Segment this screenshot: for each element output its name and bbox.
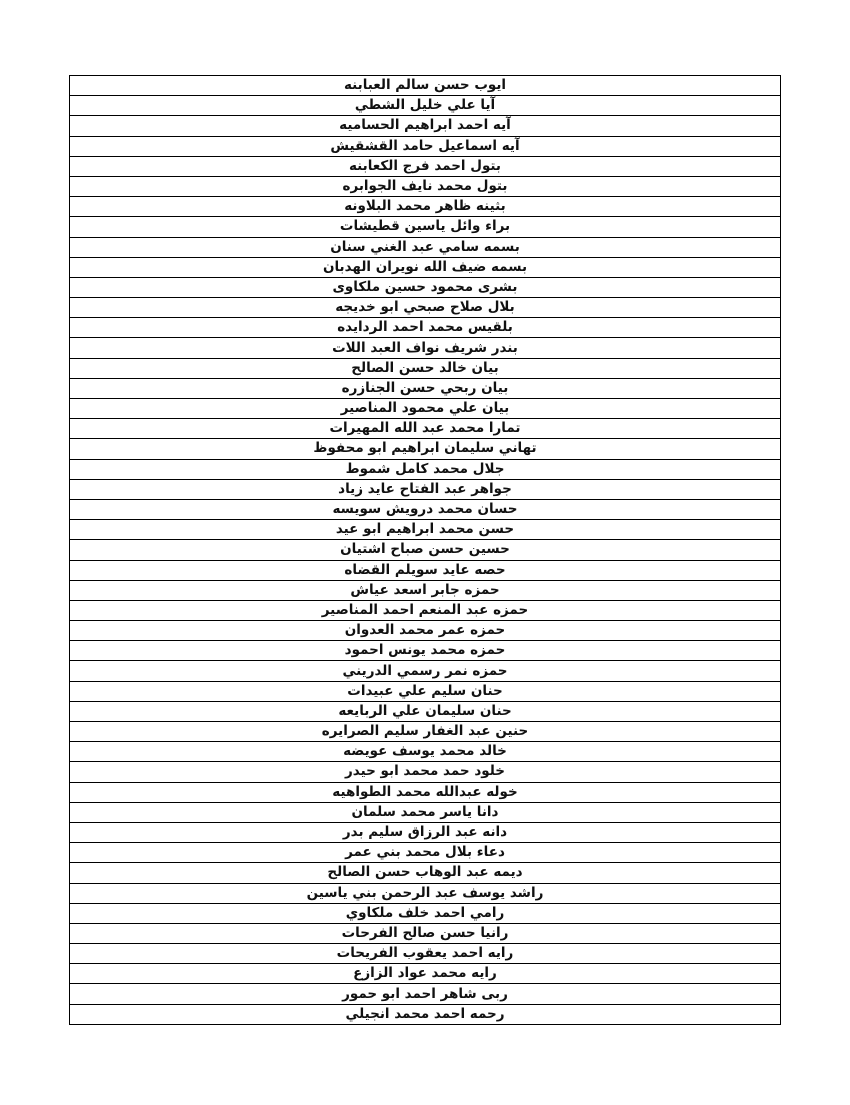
table-row xyxy=(70,661,781,681)
table-row xyxy=(70,540,781,560)
name-cell: دانه عبد الرزاق سليم بدر xyxy=(70,822,781,842)
name-cell: حسن محمد ابراهيم ابو عيد xyxy=(70,520,781,540)
table-row xyxy=(70,903,781,923)
table-row xyxy=(70,358,781,378)
table-row xyxy=(70,399,781,419)
table-row xyxy=(70,277,781,297)
name-cell: جلال محمد كامل شموط xyxy=(70,459,781,479)
name-cell: حصه عايد سويلم القضاه xyxy=(70,560,781,580)
table-row xyxy=(70,984,781,1004)
name-cell: حمزه جابر اسعد عياش xyxy=(70,580,781,600)
table-row xyxy=(70,237,781,257)
name-cell: بتول احمد فرج الكعابنه xyxy=(70,156,781,176)
name-cell: بتول محمد نايف الجوابره xyxy=(70,176,781,196)
table-row xyxy=(70,923,781,943)
table-row xyxy=(70,843,781,863)
table-row xyxy=(70,802,781,822)
name-cell: حنان سليمان علي الربايعه xyxy=(70,701,781,721)
name-cell: بندر شريف نواف العبد اللات xyxy=(70,338,781,358)
name-cell: راشد يوسف عبد الرحمن بني ياسين xyxy=(70,883,781,903)
name-cell: بيان علي محمود المناصير xyxy=(70,399,781,419)
name-cell: حنان سليم علي عبيدات xyxy=(70,681,781,701)
name-cell: بسمه سامي عبد الغني سنان xyxy=(70,237,781,257)
name-cell: دعاء بلال محمد بني عمر xyxy=(70,843,781,863)
table-row xyxy=(70,176,781,196)
table-row xyxy=(70,701,781,721)
name-cell: ايوب حسن سالم العبابنه xyxy=(70,76,781,96)
name-cell: بلال صلاح صبحي ابو خديجه xyxy=(70,298,781,318)
table-row xyxy=(70,520,781,540)
table-row xyxy=(70,96,781,116)
table-row xyxy=(70,883,781,903)
name-cell: حسان محمد درويش سويسه xyxy=(70,499,781,519)
name-cell: دانا ياسر محمد سلمان xyxy=(70,802,781,822)
name-cell: جواهر عبد الفتاح عايد زياد xyxy=(70,479,781,499)
name-cell: بيان خالد حسن الصالح xyxy=(70,358,781,378)
name-cell: رانيا حسن صالح الفرحات xyxy=(70,923,781,943)
table-row xyxy=(70,964,781,984)
name-cell: حمزه نمر رسمي الدريني xyxy=(70,661,781,681)
name-cell: بشرى محمود حسين ملكاوى xyxy=(70,277,781,297)
name-cell: آيه اسماعيل حامد القشقيش xyxy=(70,136,781,156)
table-row xyxy=(70,459,781,479)
name-cell: بثينه ظاهر محمد البلاونه xyxy=(70,197,781,217)
table-row xyxy=(70,419,781,439)
table-row xyxy=(70,621,781,641)
name-cell: خلود حمد محمد ابو حيدر xyxy=(70,762,781,782)
table-row xyxy=(70,560,781,580)
name-cell: خوله عبدالله محمد الطواهيه xyxy=(70,782,781,802)
table-row xyxy=(70,217,781,237)
table-row xyxy=(70,722,781,742)
table-row xyxy=(70,257,781,277)
name-cell: رحمه احمد محمد انجيلي xyxy=(70,1004,781,1024)
name-cell: بلقيس محمد احمد الردايده xyxy=(70,318,781,338)
name-cell: بيان ربحي حسن الجنازره xyxy=(70,378,781,398)
table-row xyxy=(70,641,781,661)
name-cell: بسمه ضيف الله نويران الهدبان xyxy=(70,257,781,277)
table-row xyxy=(70,298,781,318)
name-cell: تهاني سليمان ابراهيم ابو محفوظ xyxy=(70,439,781,459)
table-row xyxy=(70,156,781,176)
name-cell: رامي احمد خلف ملكاوي xyxy=(70,903,781,923)
name-cell: رايه احمد يعقوب الفريحات xyxy=(70,944,781,964)
table-row xyxy=(70,1004,781,1024)
name-cell: آيا علي خليل الشطي xyxy=(70,96,781,116)
name-cell: حمزه عبد المنعم احمد المناصير xyxy=(70,600,781,620)
table-row xyxy=(70,479,781,499)
name-cell: براء وائل ياسين قطيشات xyxy=(70,217,781,237)
name-cell: حسين حسن صباح اشتيان xyxy=(70,540,781,560)
table-row xyxy=(70,944,781,964)
names-table-body xyxy=(70,76,781,1025)
name-cell: حمزه محمد يونس احمود xyxy=(70,641,781,661)
name-cell: حنين عبد الغفار سليم الصرايره xyxy=(70,722,781,742)
table-row xyxy=(70,439,781,459)
table-row xyxy=(70,863,781,883)
table-row xyxy=(70,378,781,398)
table-row xyxy=(70,136,781,156)
table-row xyxy=(70,762,781,782)
name-cell: رايه محمد عواد الزازع xyxy=(70,964,781,984)
table-row xyxy=(70,600,781,620)
table-row xyxy=(70,499,781,519)
name-cell: ربى شاهر احمد ابو حمور xyxy=(70,984,781,1004)
name-cell: آيه احمد ابراهيم الحساميه xyxy=(70,116,781,136)
table-row xyxy=(70,580,781,600)
table-row xyxy=(70,681,781,701)
table-row xyxy=(70,116,781,136)
name-cell: خالد محمد يوسف عويضه xyxy=(70,742,781,762)
name-cell: حمزه عمر محمد العدوان xyxy=(70,621,781,641)
table-row xyxy=(70,338,781,358)
table-row xyxy=(70,318,781,338)
name-cell: تمارا محمد عبد الله المهيرات xyxy=(70,419,781,439)
table-row xyxy=(70,76,781,96)
table-row xyxy=(70,197,781,217)
table-row xyxy=(70,742,781,762)
names-table xyxy=(69,75,781,1025)
table-row xyxy=(70,822,781,842)
name-cell: ديمه عبد الوهاب حسن الصالح xyxy=(70,863,781,883)
table-row xyxy=(70,782,781,802)
